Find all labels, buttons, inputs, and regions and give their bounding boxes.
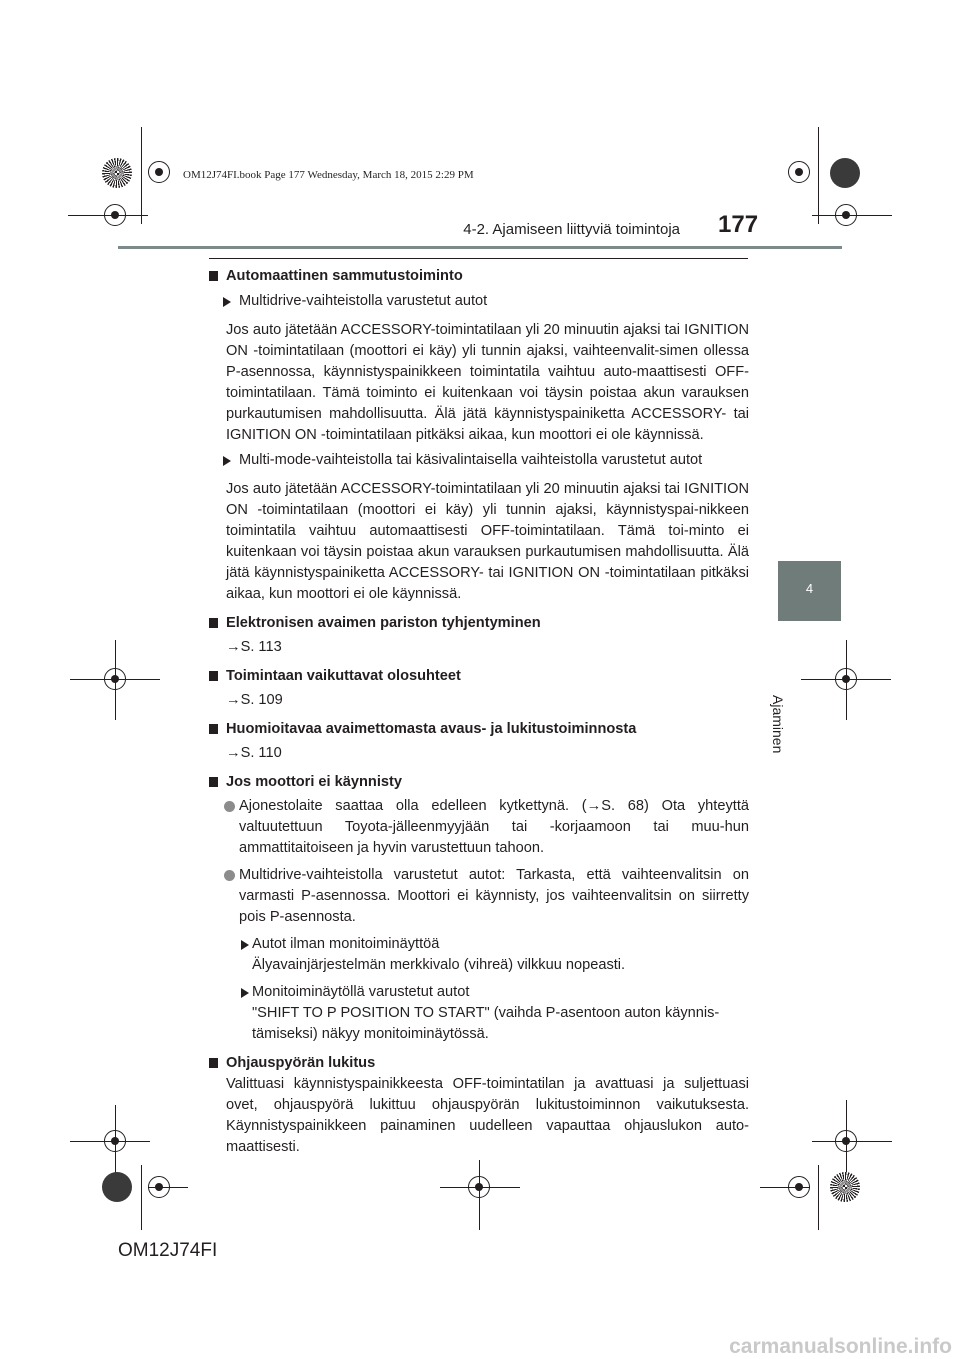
crosshair-mark-icon	[788, 1176, 810, 1198]
sub-condition-item: Monitoiminäytöllä varustetut autot "SHIFT TO P POSITION TO START" (vaihda P-asentoon auton käynnis-tämiseksi) näkyy monitoiminäytössä.	[209, 982, 749, 1045]
manual-code: OM12J74FI	[118, 1240, 218, 1261]
paragraph: Valittuasi käynnistyspainikkeesta OFF-toimintatilan ja avattuasi ja suljettuasi ovet, ohjauspyörä lukittuu ohjauspyörän lukitustoiminnon vaikutuksesta. Käynnistyspainikkeen painaminen uudelleen vapauttaa ohjauslukon auto-maattisesti.	[226, 1076, 749, 1155]
page-number: 177	[718, 211, 759, 238]
condition-item: Multidrive-vaihteistolla varustetut autot	[209, 291, 749, 312]
square-bullet-icon	[209, 1058, 218, 1068]
crosshair-mark-icon	[148, 1176, 170, 1198]
crosshair-mark-icon	[835, 668, 857, 690]
crosshair-mark-icon	[104, 1130, 126, 1152]
triangle-bullet-icon	[241, 940, 249, 950]
crosshair-mark-icon	[104, 204, 126, 226]
section-conditions	[209, 666, 749, 711]
section-heading: Ohjauspyörän lukitus	[209, 1053, 749, 1074]
page-reference: →S. 113	[226, 639, 282, 655]
triangle-bullet-icon	[223, 297, 231, 307]
crosshair-mark-icon	[104, 668, 126, 690]
section-heading: Automaattinen sammutustoiminto	[209, 266, 749, 287]
watermark: carmanualsonline.info	[729, 1335, 952, 1358]
section-battery	[209, 613, 749, 658]
round-bullet-icon	[224, 870, 235, 881]
square-bullet-icon	[209, 777, 218, 787]
square-bullet-icon	[209, 724, 218, 734]
section-auto-shutoff	[209, 266, 749, 605]
triangle-bullet-icon	[223, 456, 231, 466]
crosshair-mark-icon	[788, 161, 810, 183]
square-bullet-icon	[209, 618, 218, 628]
section-keyless	[209, 719, 749, 764]
crosshair-mark-icon	[835, 1130, 857, 1152]
section-heading: Toimintaan vaikuttavat olosuhteet	[209, 666, 749, 687]
sunburst-mark-icon	[102, 158, 132, 188]
section-heading: Huomioitavaa avaimettomasta avaus- ja lukitustoiminnosta	[209, 719, 749, 740]
sub-condition-item: Autot ilman monitoiminäyttöä Älyavainjärjestelmän merkkivalo (vihreä) vilkkuu nopeasti.	[209, 934, 749, 976]
chapter-tab	[778, 561, 841, 621]
bullet-item: Multidrive-vaihteistolla varustetut autot: Tarkasta, että vaihteenvalitsin on varmasti P-asennossa. Moottori ei käynnisty, jos vaihteenvalitsin on siirretty pois P-asennosta.	[209, 865, 749, 928]
section-heading: Elektronisen avaimen pariston tyhjentyminen	[209, 613, 749, 634]
paragraph: Jos auto jätetään ACCESSORY-toimintatilaan yli 20 minuutin ajaksi tai IGNITION ON -toimintatilaan (moottori ei käy) yli tunnin ajaksi, käynnistyspai-nikkeen toimintatila vaihtuu automaattisesti OFF-toimintatilaan. Tämä toi-minto ei kuitenkaan voi täysin poistaa akun varauksen purkautumisen mahdollisuutta. Älä jätä käynnistyspainiketta ACCESSORY- tai IGNITION ON -toimintatilaan pitkäksi aikaa, kun moottori ei ole käynnissä.	[226, 481, 749, 602]
chapter-label: Ajaminen	[770, 695, 786, 754]
page-reference: →S. 110	[226, 745, 282, 761]
crosshair-mark-icon	[468, 1176, 490, 1198]
section-engine-no-start	[209, 772, 749, 1045]
page-reference: →S. 109	[226, 692, 283, 708]
section-heading: Jos moottori ei käynnisty	[209, 772, 749, 793]
crosshair-mark-icon	[835, 204, 857, 226]
sunburst-mark-icon	[830, 1172, 860, 1202]
section-steering-lock	[209, 1053, 749, 1158]
triangle-bullet-icon	[241, 988, 249, 998]
crosshair-mark-icon	[148, 161, 170, 183]
solid-mark-icon	[102, 1172, 132, 1202]
header-rule	[118, 246, 842, 249]
square-bullet-icon	[209, 271, 218, 281]
content-rule	[209, 258, 748, 259]
round-bullet-icon	[224, 801, 235, 812]
chapter-number: 4	[805, 581, 814, 596]
bullet-item: Ajonestolaite saattaa olla edelleen kytkettynä. (→S. 68) Ota yhteyttä valtuutettuun Toyota-jälleenmyyjään tai -korjaamoon tai muu-hun ammattitaitoiseen ja hyvin varustettuun tahoon.	[209, 796, 749, 859]
solid-mark-icon	[830, 158, 860, 188]
condition-item: Multi-mode-vaihteistolla tai käsivalintaisella vaihteistolla varustetut autot	[209, 450, 749, 471]
paragraph: Jos auto jätetään ACCESSORY-toimintatilaan yli 20 minuutin ajaksi tai IGNITION ON -toimintatilaan (moottori ei käy) yli tunnin ajaksi, vaihteenvalit-simen ollessa P-asennossa, käynnistyspainikkeen toimintatila vaihtuu auto-maattisesti OFF-toimintatilaan. Tämä toiminto ei kuitenkaan voi täysin poistaa akun varauksen purkautumisen mahdollisuutta. Älä jätä käynnistyspainiketta ACCESSORY- tai IGNITION ON -toimintatilaan pitkäksi aikaa, kun moottori ei ole käynnissä.	[226, 322, 749, 443]
page-content	[209, 266, 749, 1166]
section-title: 4-2. Ajamiseen liittyviä toimintoja	[463, 221, 680, 238]
file-info: OM12J74FI.book Page 177 Wednesday, March 18, 2015 2:29 PM	[183, 169, 474, 181]
square-bullet-icon	[209, 671, 218, 681]
